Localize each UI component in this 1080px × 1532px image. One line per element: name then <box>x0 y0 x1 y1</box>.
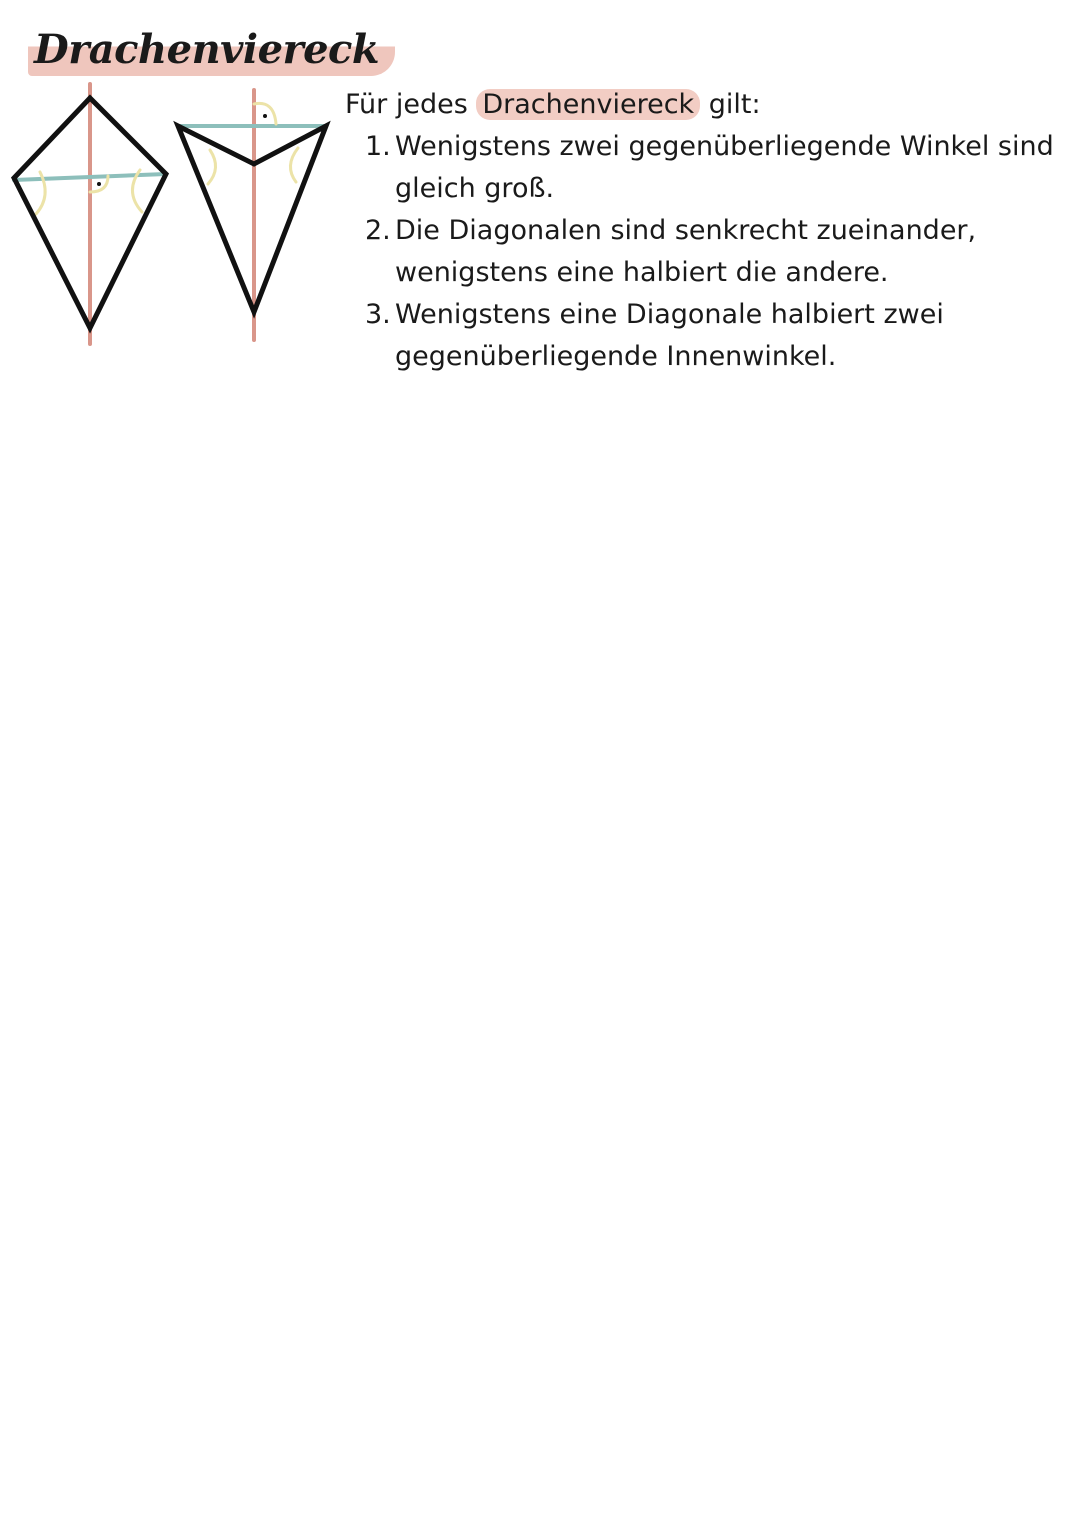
rule-text: Wenigstens eine Diagonale halbiert zwei gegenüberliegende Innenwinkel. <box>395 299 944 372</box>
page-title: Drachenviereck <box>28 22 395 76</box>
rule-item <box>365 294 1060 378</box>
intro-line <box>345 84 1060 126</box>
intro-highlight: Drachenviereck <box>476 89 700 120</box>
rule-text: Die Diagonalen sind senkrecht zueinander, wenigstens eine halbiert die andere. <box>395 215 977 288</box>
convex-kite-right-angle-dot <box>97 182 101 186</box>
rule-text: Wenigstens zwei gegenüberliegende Winkel sind gleich groß. <box>395 131 1054 204</box>
intro-prefix: Für jedes <box>345 89 468 120</box>
concave-kite-right-angle-dot <box>263 114 267 118</box>
concave-kite-figure <box>178 90 326 340</box>
concave-kite-right-angle-mark <box>254 103 276 124</box>
rule-item <box>365 210 1060 294</box>
concave-kite-angle-mark-right <box>290 148 298 182</box>
intro-suffix: gilt: <box>708 89 761 120</box>
rule-number: 2. <box>365 215 391 246</box>
kite-diagrams <box>0 78 340 348</box>
rule-number: 3. <box>365 299 391 330</box>
rules-list <box>345 126 1060 378</box>
convex-kite-figure <box>14 84 166 344</box>
rule-item <box>365 126 1060 210</box>
kite-properties-notes <box>345 84 1060 378</box>
rule-number: 1. <box>365 131 391 162</box>
concave-kite-angle-mark-left <box>208 150 216 184</box>
